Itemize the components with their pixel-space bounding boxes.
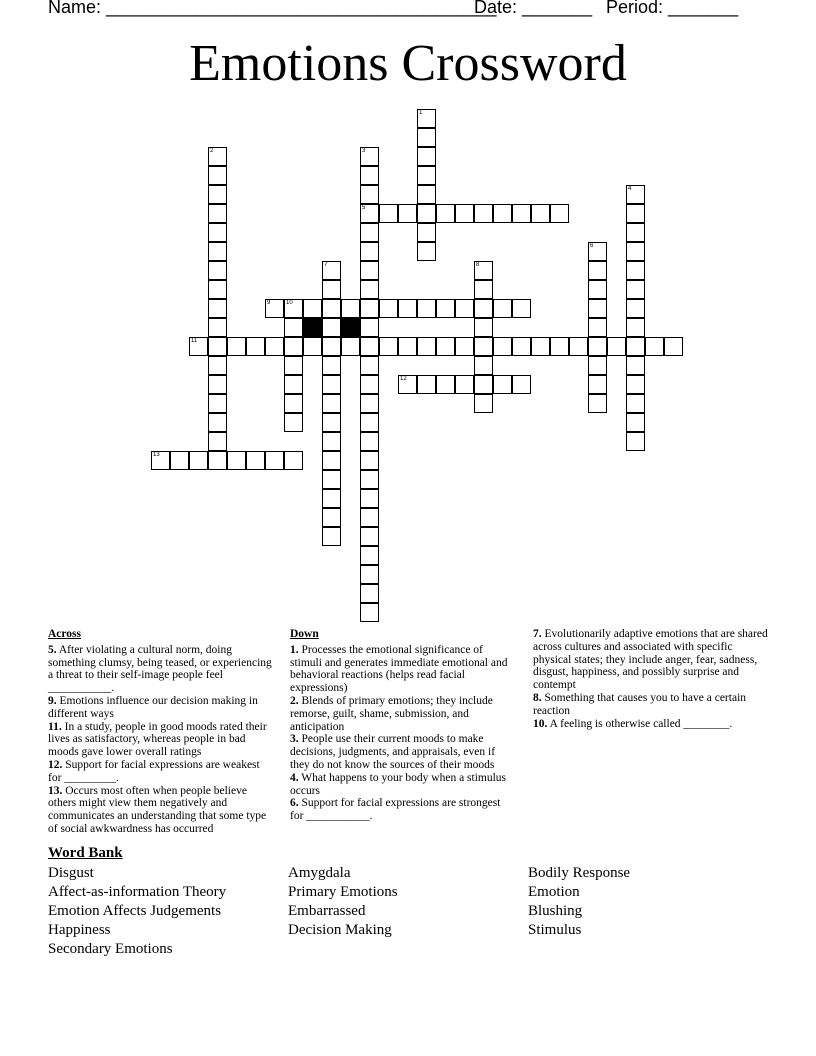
grid-cell[interactable] [360, 147, 379, 166]
clue-number: 12 [400, 376, 407, 382]
grid-cell[interactable] [550, 204, 569, 223]
grid-cell[interactable] [284, 375, 303, 394]
grid-cell[interactable] [341, 337, 360, 356]
clue-number-label: 9. [48, 694, 57, 707]
clue-item [48, 695, 273, 721]
grid-cell[interactable] [208, 185, 227, 204]
grid-cell[interactable] [265, 299, 284, 318]
grid-cell[interactable] [322, 299, 341, 318]
date-field[interactable]: Date: _______ [474, 0, 593, 17]
grid-cell[interactable] [474, 375, 493, 394]
grid-cell[interactable] [474, 261, 493, 280]
grid-cell[interactable] [322, 489, 341, 508]
grid-cell[interactable] [322, 375, 341, 394]
word-bank-column-3 [528, 864, 630, 940]
grid-cell[interactable] [360, 299, 379, 318]
grid-cell[interactable] [588, 299, 607, 318]
grid-cell[interactable] [284, 394, 303, 413]
clue-text: Evolutionarily adaptive emotions that are shared across cultures and associated with specific physical states; they include anger, fear, sadness, disgust, happiness, and possibly surprise and contempt [533, 628, 768, 692]
word-bank-item: Disgust [48, 865, 94, 881]
clue-text: Occurs most often when people believe others might view them negatively and communicates an understanding that some type of social awkwardness has occurred [48, 784, 267, 835]
grid-cell[interactable] [626, 375, 645, 394]
grid-cell[interactable] [474, 299, 493, 318]
down-heading: Down [290, 628, 319, 640]
grid-cell[interactable] [588, 337, 607, 356]
grid-cell[interactable] [626, 185, 645, 204]
grid-cell[interactable] [474, 337, 493, 356]
grid-cell[interactable] [227, 337, 246, 356]
grid-cell[interactable] [151, 451, 170, 470]
clue-item [533, 628, 768, 692]
clue-number: 5 [362, 205, 366, 211]
grid-cell[interactable] [379, 337, 398, 356]
grid-cell[interactable] [455, 337, 474, 356]
grid-cell[interactable] [626, 280, 645, 299]
grid-cell[interactable] [360, 489, 379, 508]
grid-cell[interactable] [360, 546, 379, 565]
grid-cell[interactable] [322, 508, 341, 527]
clue-number-label: 2. [290, 694, 299, 707]
grid-cell[interactable] [208, 375, 227, 394]
grid-cell[interactable] [493, 337, 512, 356]
black-cell [341, 318, 360, 337]
grid-cell[interactable] [398, 299, 417, 318]
grid-cell[interactable] [246, 451, 265, 470]
word-bank-item: Primary Emotions [288, 884, 398, 900]
grid-cell[interactable] [341, 299, 360, 318]
clue-text: Support for facial expressions are strongest for ___________. [290, 797, 501, 823]
grid-cell[interactable] [626, 318, 645, 337]
grid-cell[interactable] [493, 204, 512, 223]
clue-text: Support for facial expressions are weakest for _________. [48, 758, 260, 784]
grid-cell[interactable] [360, 223, 379, 242]
clue-number-label: 6. [290, 797, 299, 810]
grid-cell[interactable] [379, 204, 398, 223]
across-heading: Across [48, 628, 82, 640]
grid-cell[interactable] [607, 337, 626, 356]
grid-cell[interactable] [208, 356, 227, 375]
grid-cell[interactable] [398, 204, 417, 223]
page-title: Emotions Crossword [189, 35, 627, 92]
grid-cell[interactable] [436, 375, 455, 394]
grid-cell[interactable] [360, 603, 379, 622]
grid-cell[interactable] [626, 356, 645, 375]
grid-cell[interactable] [265, 451, 284, 470]
clue-text: In a study, people in good moods rated their lives as satisfactory, whereas people in bad moods gave lower overall ratings [48, 720, 267, 759]
grid-cell[interactable] [474, 356, 493, 375]
clue-text: Processes the emotional significance of stimuli and generates immediate emotional and behavioral reactions (helps read facial expressions) [290, 643, 508, 695]
clue-number: 4 [628, 186, 632, 192]
grid-cell[interactable] [474, 280, 493, 299]
clue-number: 13 [153, 452, 160, 458]
grid-cell[interactable] [436, 299, 455, 318]
clue-item [533, 718, 768, 731]
grid-cell[interactable] [360, 185, 379, 204]
grid-cell[interactable] [360, 451, 379, 470]
clue-number: 9 [267, 300, 271, 306]
grid-cell[interactable] [360, 508, 379, 527]
grid-cell[interactable] [588, 261, 607, 280]
grid-cell[interactable] [455, 375, 474, 394]
grid-cell[interactable] [360, 375, 379, 394]
grid-cell[interactable] [626, 413, 645, 432]
down-clues-continued [533, 628, 768, 730]
clue-number: 11 [191, 338, 198, 344]
grid-cell[interactable] [360, 204, 379, 223]
word-bank-item: Affect-as-information Theory [48, 884, 227, 900]
grid-cell[interactable] [360, 432, 379, 451]
grid-cell[interactable] [360, 337, 379, 356]
grid-cell[interactable] [322, 470, 341, 489]
grid-cell[interactable] [208, 147, 227, 166]
word-bank-item: Secondary Emotions [48, 941, 173, 957]
grid-cell[interactable] [322, 261, 341, 280]
grid-cell[interactable] [246, 337, 265, 356]
grid-cell[interactable] [189, 451, 208, 470]
grid-cell[interactable] [208, 318, 227, 337]
grid-cell[interactable] [455, 299, 474, 318]
grid-cell[interactable] [417, 128, 436, 147]
grid-cell[interactable] [626, 394, 645, 413]
clue-number: 2 [210, 148, 214, 154]
grid-cell[interactable] [493, 375, 512, 394]
grid-cell[interactable] [284, 337, 303, 356]
grid-cell[interactable] [588, 394, 607, 413]
grid-cell[interactable] [208, 166, 227, 185]
grid-cell[interactable] [531, 204, 550, 223]
grid-cell[interactable] [531, 337, 550, 356]
grid-cell[interactable] [417, 147, 436, 166]
clue-text: Emotions influence our decision making in different ways [48, 694, 258, 720]
word-bank-column-1 [48, 864, 226, 959]
grid-cell[interactable] [322, 356, 341, 375]
clue-number-label: 5. [48, 643, 57, 656]
grid-cell[interactable] [208, 451, 227, 470]
clue-number-label: 1. [290, 643, 299, 656]
grid-cell[interactable] [588, 318, 607, 337]
clue-number-label: 3. [290, 733, 299, 746]
grid-cell[interactable] [664, 337, 683, 356]
grid-cell[interactable] [645, 337, 664, 356]
grid-cell[interactable] [189, 337, 208, 356]
clue-number-label: 4. [290, 771, 299, 784]
grid-cell[interactable] [398, 375, 417, 394]
grid-cell[interactable] [588, 356, 607, 375]
clue-text: People use their current moods to make decisions, judgments, and appraisals, even if they do not know the sources of their moods [290, 733, 496, 771]
grid-cell[interactable] [208, 299, 227, 318]
word-bank-item: Amygdala [288, 865, 351, 881]
word-bank-item: Stimulus [528, 922, 582, 938]
clue-item [48, 644, 273, 695]
grid-cell[interactable] [417, 166, 436, 185]
clue-text: What happens to your body when a stimulus occurs [290, 771, 507, 797]
grid-cell[interactable] [360, 318, 379, 337]
grid-cell[interactable] [512, 299, 531, 318]
grid-cell[interactable] [626, 242, 645, 261]
grid-cell[interactable] [417, 185, 436, 204]
word-bank-item: Blushing [528, 903, 583, 919]
grid-cell[interactable] [208, 242, 227, 261]
grid-cell[interactable] [360, 413, 379, 432]
grid-cell[interactable] [322, 280, 341, 299]
grid-cell[interactable] [474, 318, 493, 337]
grid-cell[interactable] [322, 394, 341, 413]
clue-number: 6 [590, 243, 594, 249]
grid-cell[interactable] [322, 527, 341, 546]
grid-cell[interactable] [208, 337, 227, 356]
grid-cell[interactable] [322, 413, 341, 432]
grid-cell[interactable] [284, 413, 303, 432]
clue-number: 8 [476, 262, 480, 268]
grid-cell[interactable] [626, 223, 645, 242]
clue-text: Something that causes you to have a certain reaction [533, 691, 747, 717]
down-clues [290, 628, 515, 823]
grid-cell[interactable] [208, 280, 227, 299]
grid-cell[interactable] [208, 261, 227, 280]
grid-cell[interactable] [208, 204, 227, 223]
grid-cell[interactable] [588, 280, 607, 299]
grid-cell[interactable] [417, 375, 436, 394]
clue-item [533, 692, 768, 718]
grid-cell[interactable] [360, 166, 379, 185]
clue-number: 3 [362, 148, 366, 154]
grid-cell[interactable] [626, 337, 645, 356]
clue-item [48, 785, 273, 836]
grid-cell[interactable] [284, 318, 303, 337]
period-field[interactable]: Period: _______ [606, 0, 739, 17]
clue-item [48, 759, 273, 785]
grid-cell[interactable] [322, 451, 341, 470]
word-bank-title: Word Bank [48, 845, 123, 861]
grid-cell[interactable] [569, 337, 588, 356]
grid-cell[interactable] [455, 204, 474, 223]
grid-cell[interactable] [512, 375, 531, 394]
grid-cell[interactable] [417, 109, 436, 128]
grid-cell[interactable] [360, 242, 379, 261]
clue-text: Blends of primary emotions; they include remorse, guilt, shame, submission, and anticipation [290, 694, 493, 733]
grid-cell[interactable] [360, 470, 379, 489]
grid-cell[interactable] [208, 432, 227, 451]
grid-cell[interactable] [322, 432, 341, 451]
grid-cell[interactable] [208, 223, 227, 242]
grid-cell[interactable] [626, 432, 645, 451]
grid-cell[interactable] [417, 337, 436, 356]
grid-cell[interactable] [360, 527, 379, 546]
name-field[interactable]: Name: _______________________________________ [48, 0, 497, 17]
grid-cell[interactable] [284, 451, 303, 470]
grid-cell[interactable] [474, 394, 493, 413]
clue-item [290, 772, 515, 798]
grid-cell[interactable] [360, 565, 379, 584]
clue-number: 7 [324, 262, 328, 268]
clue-number-label: 13. [48, 784, 63, 797]
word-bank-item: Happiness [48, 922, 111, 938]
word-bank-item: Emotion Affects Judgements [48, 903, 222, 919]
black-cell [303, 318, 322, 337]
grid-cell[interactable] [303, 337, 322, 356]
grid-cell[interactable] [284, 356, 303, 375]
grid-cell[interactable] [303, 299, 322, 318]
grid-cell[interactable] [360, 280, 379, 299]
clue-item [290, 644, 515, 695]
grid-cell[interactable] [208, 413, 227, 432]
grid-cell[interactable] [588, 242, 607, 261]
grid-cell[interactable] [417, 204, 436, 223]
grid-cell[interactable] [208, 394, 227, 413]
word-bank-item: Bodily Response [528, 865, 631, 881]
word-bank-item: Embarrassed [288, 903, 366, 919]
grid-cell[interactable] [284, 299, 303, 318]
clue-number-label: 11. [48, 720, 62, 733]
grid-cell[interactable] [322, 318, 341, 337]
grid-cell[interactable] [398, 337, 417, 356]
grid-cell[interactable] [626, 204, 645, 223]
grid-cell[interactable] [379, 299, 398, 318]
grid-cell[interactable] [474, 204, 493, 223]
grid-cell[interactable] [626, 261, 645, 280]
clue-item [290, 695, 515, 733]
clue-item [48, 721, 273, 759]
clue-number-label: 8. [533, 691, 542, 704]
grid-cell[interactable] [626, 299, 645, 318]
grid-cell[interactable] [322, 337, 341, 356]
clue-number: 1 [419, 110, 423, 116]
grid-cell[interactable] [436, 204, 455, 223]
grid-cell[interactable] [360, 356, 379, 375]
grid-cell[interactable] [550, 337, 569, 356]
clue-item [290, 733, 515, 771]
grid-cell[interactable] [417, 299, 436, 318]
grid-cell[interactable] [360, 394, 379, 413]
clue-text: After violating a cultural norm, doing something clumsy, being teased, or experiencing a threat to their self-image people feel ___________. [48, 643, 272, 695]
grid-cell[interactable] [588, 375, 607, 394]
grid-cell[interactable] [227, 451, 246, 470]
clue-item [290, 797, 515, 823]
grid-cell[interactable] [493, 299, 512, 318]
clue-number-label: 7. [533, 628, 542, 640]
grid-cell[interactable] [360, 261, 379, 280]
word-bank-item: Emotion [528, 884, 580, 900]
grid-cell[interactable] [170, 451, 189, 470]
grid-cell[interactable] [360, 584, 379, 603]
grid-cell[interactable] [512, 337, 531, 356]
grid-cell[interactable] [512, 204, 531, 223]
clue-number: 10 [286, 300, 293, 306]
clue-text: A feeling is otherwise called ________. [547, 717, 733, 730]
clue-number-label: 12. [48, 758, 63, 771]
clue-number-label: 10. [533, 717, 548, 730]
grid-cell[interactable] [417, 223, 436, 242]
word-bank-column-2 [288, 864, 398, 940]
word-bank-item: Decision Making [288, 922, 392, 938]
grid-cell[interactable] [417, 242, 436, 261]
grid-cell[interactable] [436, 337, 455, 356]
across-clues [48, 628, 273, 836]
grid-cell[interactable] [265, 337, 284, 356]
